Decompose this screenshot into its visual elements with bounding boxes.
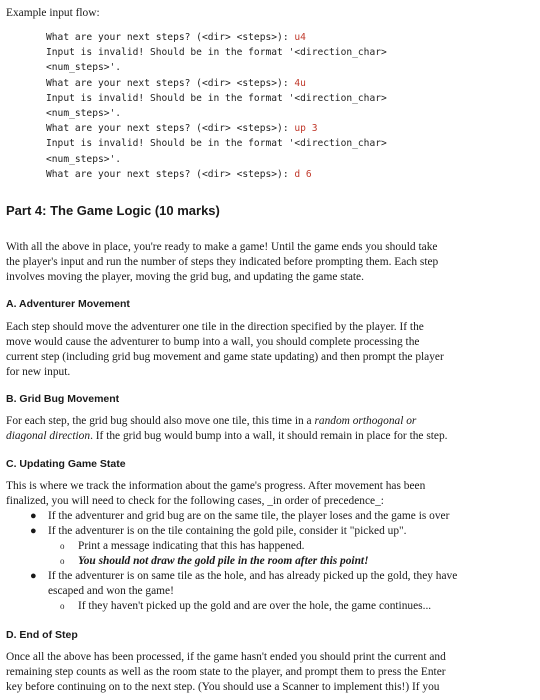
list-item-continuation	[30, 584, 520, 599]
code-prompt-text: Input is invalid! Should be in the format '<direction_char>	[46, 47, 387, 59]
code-line	[46, 136, 526, 151]
paragraph-line: remaining step counts as well as the room state to the player, and prompt them to press the Enter	[6, 666, 446, 678]
code-prompt-text: <num_steps>'.	[46, 62, 122, 74]
section-b-paragraph	[6, 414, 516, 444]
paragraph-line: key before continuing on to the next step. (You should use a Scanner to implement this!) If you	[6, 681, 440, 693]
code-line	[46, 76, 526, 91]
section-c-heading: C. Updating Game State	[6, 458, 126, 470]
code-line	[46, 60, 526, 75]
section-d-heading: D. End of Step	[6, 629, 78, 641]
circle-bullet-icon: o	[60, 541, 65, 551]
bullet-text: If the adventurer and grid bug are on the same tile, the player loses and the game is over	[48, 510, 450, 522]
code-user-input: 4u	[294, 77, 306, 89]
list-item	[30, 569, 520, 584]
section-b-heading: B. Grid Bug Movement	[6, 393, 120, 405]
section-c-intro	[6, 479, 516, 509]
code-prompt-text: What are your next steps? (<dir> <steps>):	[46, 77, 295, 89]
bullet-text: Print a message indicating that this has happened.	[78, 540, 305, 552]
paragraph-line: With all the above in place, you're ready to make a game! Until the game ends you should take	[6, 241, 438, 253]
paragraph-line: move would cause the adventurer to bump into a wall, you should complete processing the	[6, 336, 420, 348]
part4-heading: Part 4: The Game Logic (10 marks)	[6, 203, 220, 218]
sub-list-item	[60, 599, 520, 614]
code-line	[46, 91, 526, 106]
paragraph-line: Each step should move the adventurer one tile in the direction specified by the player. If the	[6, 321, 424, 333]
bullet-list	[30, 509, 520, 614]
code-line	[46, 30, 526, 45]
section-a-heading: A. Adventurer Movement	[6, 298, 130, 310]
italic-text: diagonal direction	[6, 430, 91, 442]
code-line	[46, 106, 526, 121]
code-prompt-text: <num_steps>'.	[46, 153, 122, 165]
sub-list-item	[60, 554, 520, 569]
bullet-icon: ●	[30, 510, 37, 522]
code-prompt-text: What are your next steps? (<dir> <steps>):	[46, 32, 295, 43]
paragraph-line: Once all the above has been processed, if the game hasn't ended you should print the current and	[6, 651, 446, 663]
circle-bullet-icon: o	[60, 601, 65, 611]
paragraph-line: finalized, you will need to check for the following cases, _in order of precedence_:	[6, 495, 384, 507]
bullet-icon: ●	[30, 570, 37, 582]
bullet-text: If they haven't picked up the gold and are over the hole, the game continues...	[78, 600, 432, 612]
text-segment: For each step, the grid bug should also move one tile, this time in a	[6, 415, 315, 427]
circle-bullet-icon: o	[60, 556, 65, 566]
example-input-flow-label: Example input flow:	[6, 7, 100, 19]
code-user-input: up 3	[294, 123, 318, 135]
sub-list-item	[60, 539, 520, 554]
code-line	[46, 167, 526, 182]
code-prompt-text: What are your next steps? (<dir> <steps>):	[46, 123, 295, 135]
list-item	[30, 524, 520, 539]
paragraph-line: This is where we track the information about the game's progress. After movement has been	[6, 480, 426, 492]
code-prompt-text: What are your next steps? (<dir> <steps>):	[46, 168, 295, 180]
list-item	[30, 509, 520, 524]
section-d-paragraph	[6, 650, 516, 695]
text-segment: . If the grid bug would bump into a wall, it should remain in place for the step.	[90, 430, 448, 442]
bullet-text: If the adventurer is on same tile as the hole, and has already picked up the gold, they have	[48, 570, 458, 582]
code-prompt-text: Input is invalid! Should be in the format '<direction_char>	[46, 138, 387, 150]
paragraph-line	[6, 414, 516, 429]
paragraph-line: for new input.	[6, 366, 71, 378]
bullet-text: If the adventurer is on the tile containing the gold pile, consider it "picked up".	[48, 525, 407, 537]
section-a-paragraph	[6, 320, 516, 380]
code-example-block	[46, 30, 526, 182]
paragraph-line: current step (including grid bug movement and game state updating) and then prompt the player	[6, 351, 444, 363]
paragraph-line	[6, 429, 516, 444]
part4-intro-paragraph	[6, 240, 516, 285]
code-prompt-text: <num_steps>'.	[46, 107, 122, 119]
paragraph-line: involves moving the player, moving the grid bug, and updating the game state.	[6, 271, 364, 283]
code-line	[46, 45, 526, 60]
code-prompt-text: Input is invalid! Should be in the format '<direction_char>	[46, 92, 387, 104]
bullet-text-emphasis: You should not draw the gold pile in the room after this point!	[78, 555, 369, 567]
code-line	[46, 121, 526, 136]
paragraph-line: the player's input and run the number of steps they indicated before prompting them. Each step	[6, 256, 439, 268]
code-user-input: d 6	[294, 168, 312, 180]
bullet-text: escaped and won the game!	[48, 585, 174, 597]
code-user-input: u4	[294, 32, 306, 43]
bullet-icon: ●	[30, 525, 37, 537]
code-line	[46, 152, 526, 167]
italic-text: random orthogonal or	[314, 415, 417, 427]
